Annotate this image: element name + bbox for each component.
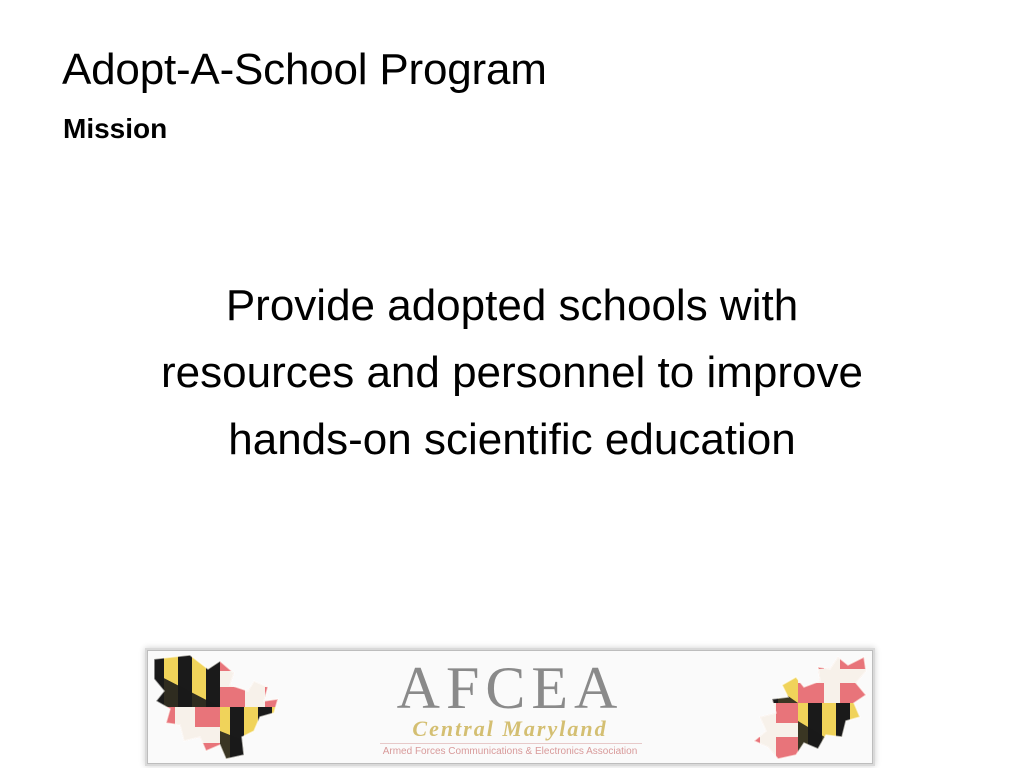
maryland-flag-eagle-icon [738, 651, 868, 763]
mission-line: hands-on scientific education [228, 415, 796, 464]
logo-org-full-name: Armed Forces Communications & Electronics Association [382, 746, 638, 757]
logo-org-name: AFCEA [396, 655, 624, 721]
mission-statement [60, 272, 964, 473]
logo-chapter-name: Central Maryland [412, 716, 608, 741]
slide-title: Adopt-A-School Program [62, 45, 547, 94]
slide-subtitle: Mission [63, 113, 168, 144]
afcea-logo-banner [147, 650, 873, 764]
mission-line: Provide adopted schools with [225, 281, 799, 330]
logo-divider [380, 743, 642, 744]
mission-line: resources and personnel to improve [161, 348, 863, 397]
